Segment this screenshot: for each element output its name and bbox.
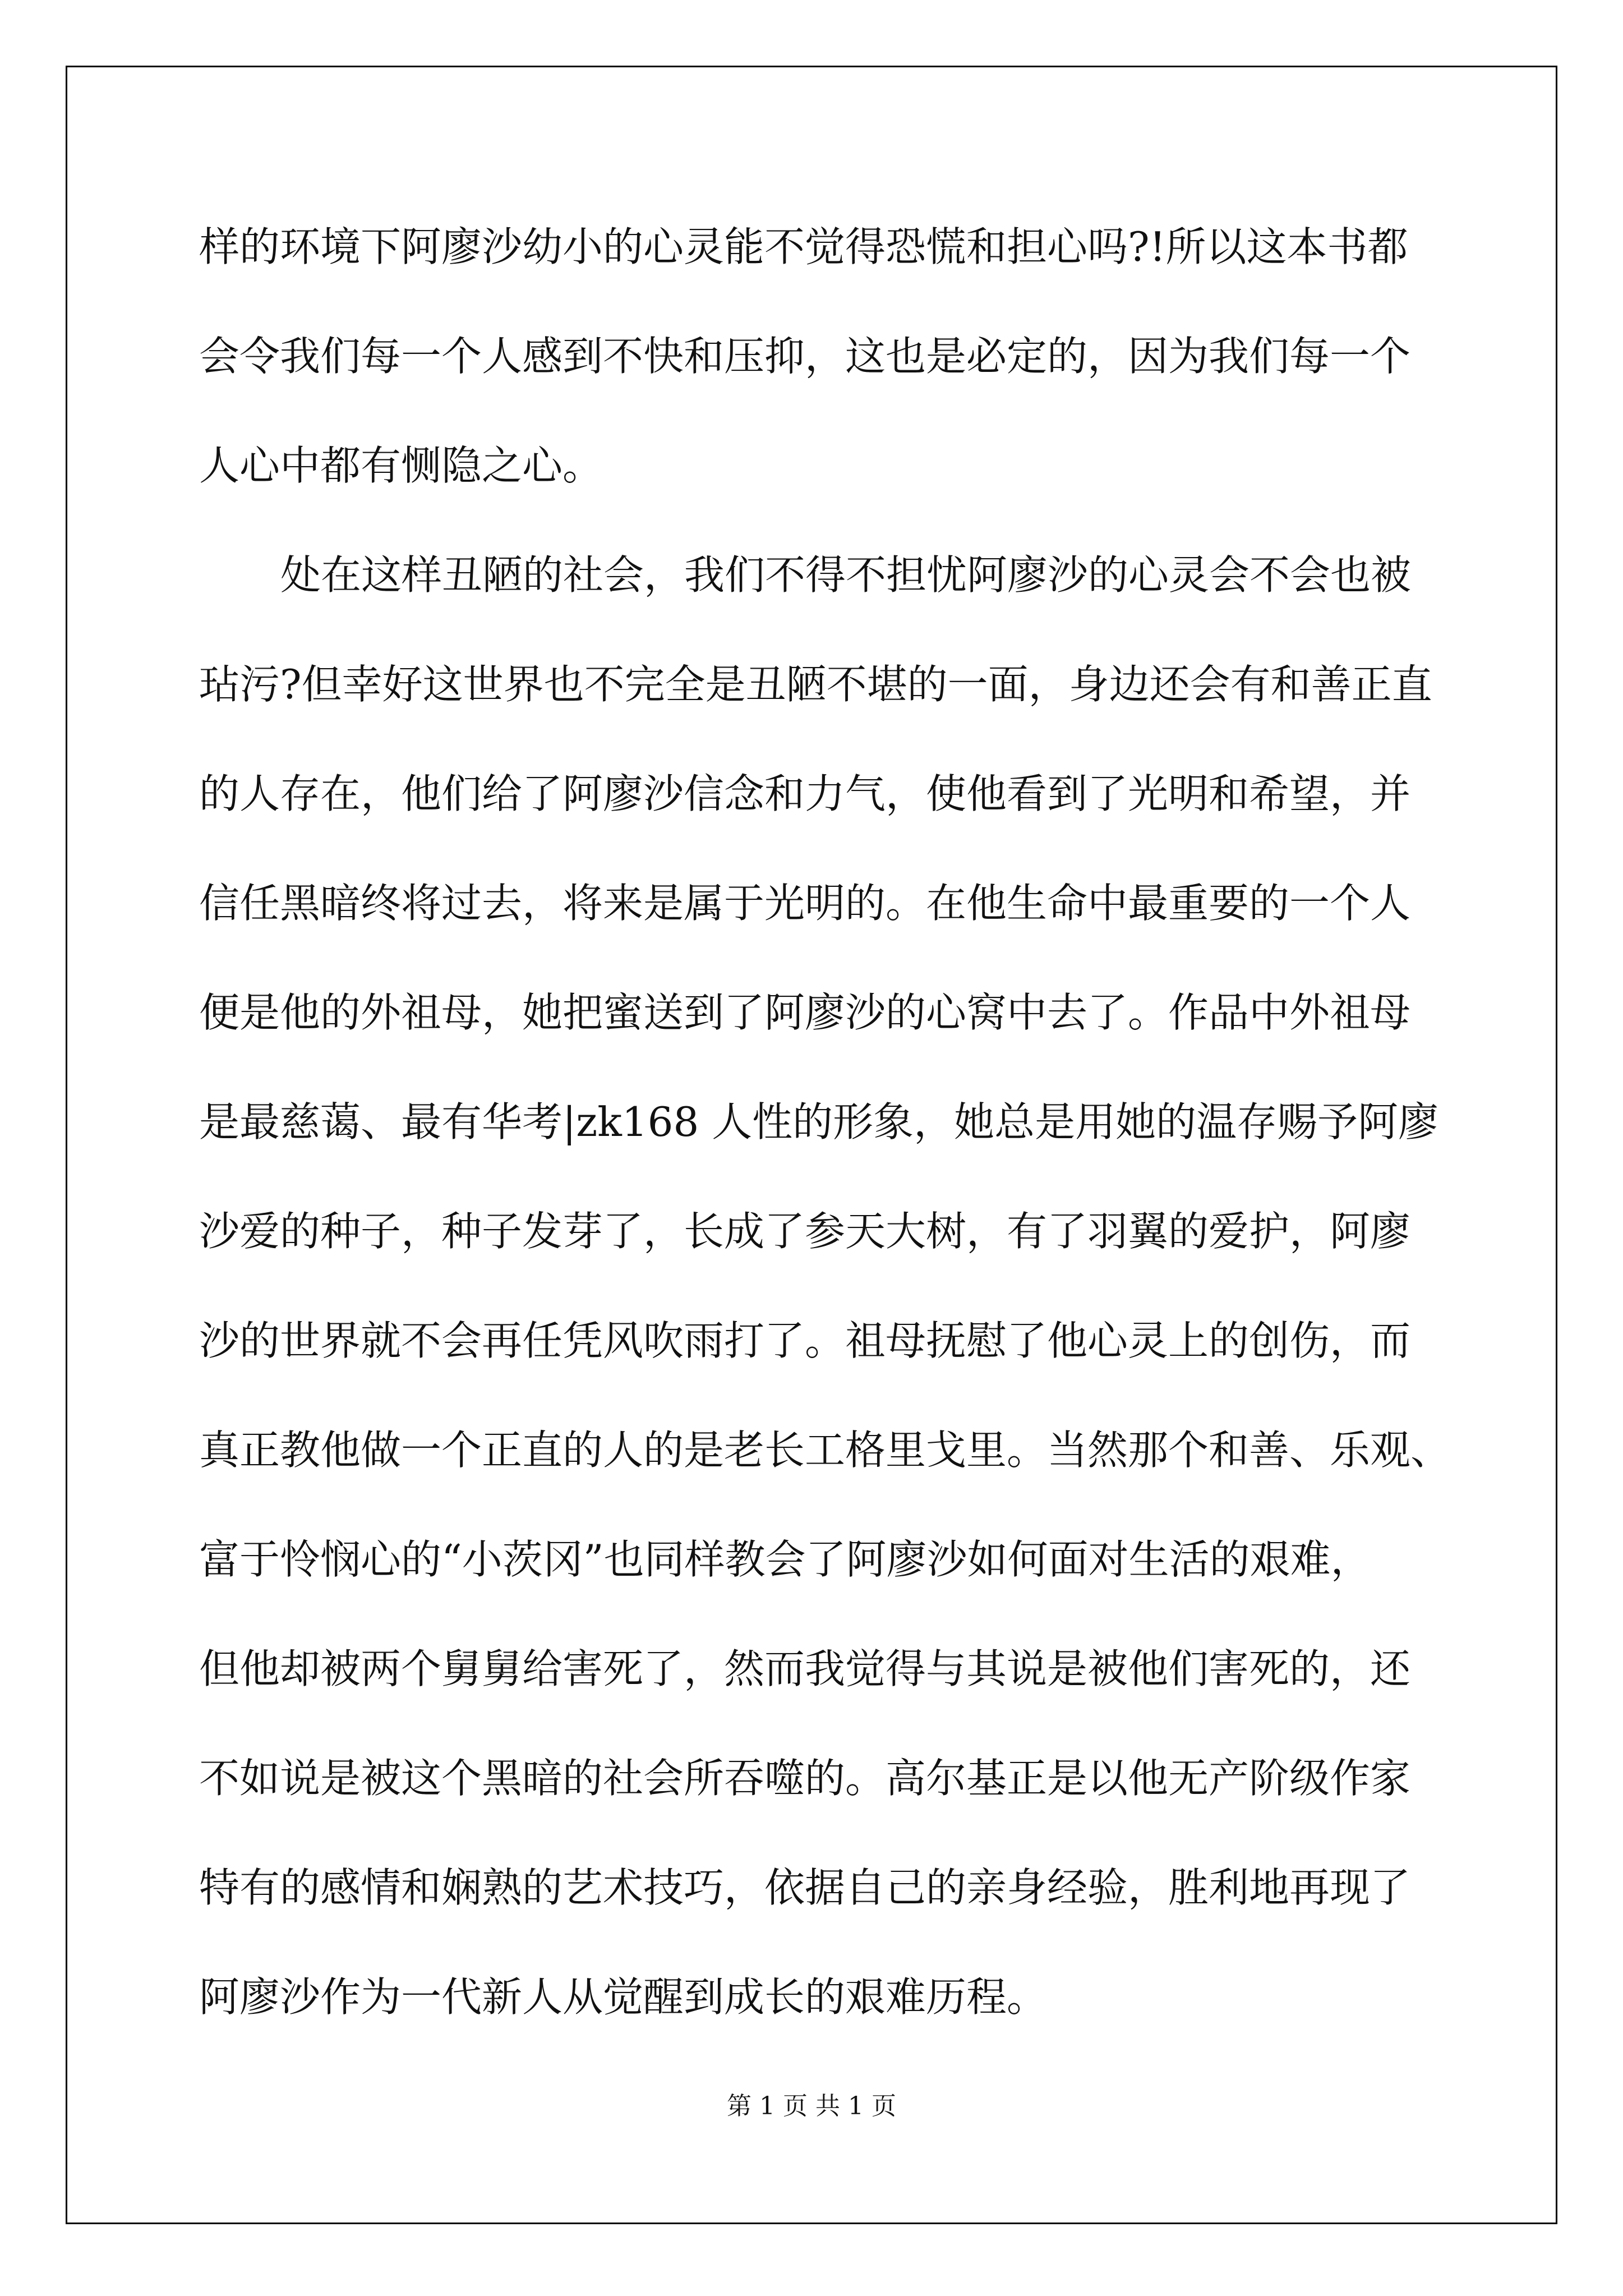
text-line: 的人存在，他们给了阿廖沙信念和力气，使他看到了光明和希望，并 [199,770,1411,817]
text-line: 不如说是被这个黑暗的社会所吞噬的。高尔基正是以他无产阶级作家 [199,1755,1411,1802]
text-line: 阿廖沙作为一代新人从觉醒到成长的艰难历程。 [199,1973,1048,2021]
text-line: 玷污?但幸好这世界也不完全是丑陋不堪的一面，身边还会有和善正直 [199,661,1432,708]
text-line: 真正教他做一个正直的人的是老长工格里戈里。当然那个和善、乐观、 [199,1427,1451,1474]
text-line: 特有的感情和娴熟的艺术技巧，依据自己的亲身经验，胜利地再现了 [199,1864,1411,1911]
text-line: 信任黑暗终将过去，将来是属于光明的。在他生命中最重要的一个人 [199,880,1411,927]
text-line: 样的环境下阿廖沙幼小的心灵能不觉得恐慌和担心吗?!所以这本书都 [199,223,1408,270]
text-line: 富于怜悯心的“小茨冈”也同样教会了阿廖沙如何面对生活的艰难， [199,1536,1371,1583]
text-line: 沙的世界就不会再任凭风吹雨打了。祖母抚慰了他心灵上的创伤，而 [199,1317,1411,1364]
text-line: 处在这样丑陋的社会，我们不得不担忧阿廖沙的心灵会不会也被 [280,551,1412,599]
text-line: 沙爱的种子，种子发芽了，长成了参天大树，有了羽翼的爱护，阿廖 [199,1208,1411,1255]
text-line: 人心中都有恻隐之心。 [199,442,603,489]
page-number-footer: 第 1 页 共 1 页 [727,2092,896,2120]
text-line: 便是他的外祖母，她把蜜送到了阿廖沙的心窝中去了。作品中外祖母 [199,989,1411,1036]
text-line: 会令我们每一个人感到不快和压抑，这也是必定的，因为我们每一个 [199,333,1411,380]
text-line: 但他却被两个舅舅给害死了，然而我觉得与其说是被他们害死的，还 [199,1645,1411,1692]
text-line: 是最慈蔼、最有华考|zk168 人性的形象，她总是用她的温存赐予阿廖 [199,1098,1439,1145]
